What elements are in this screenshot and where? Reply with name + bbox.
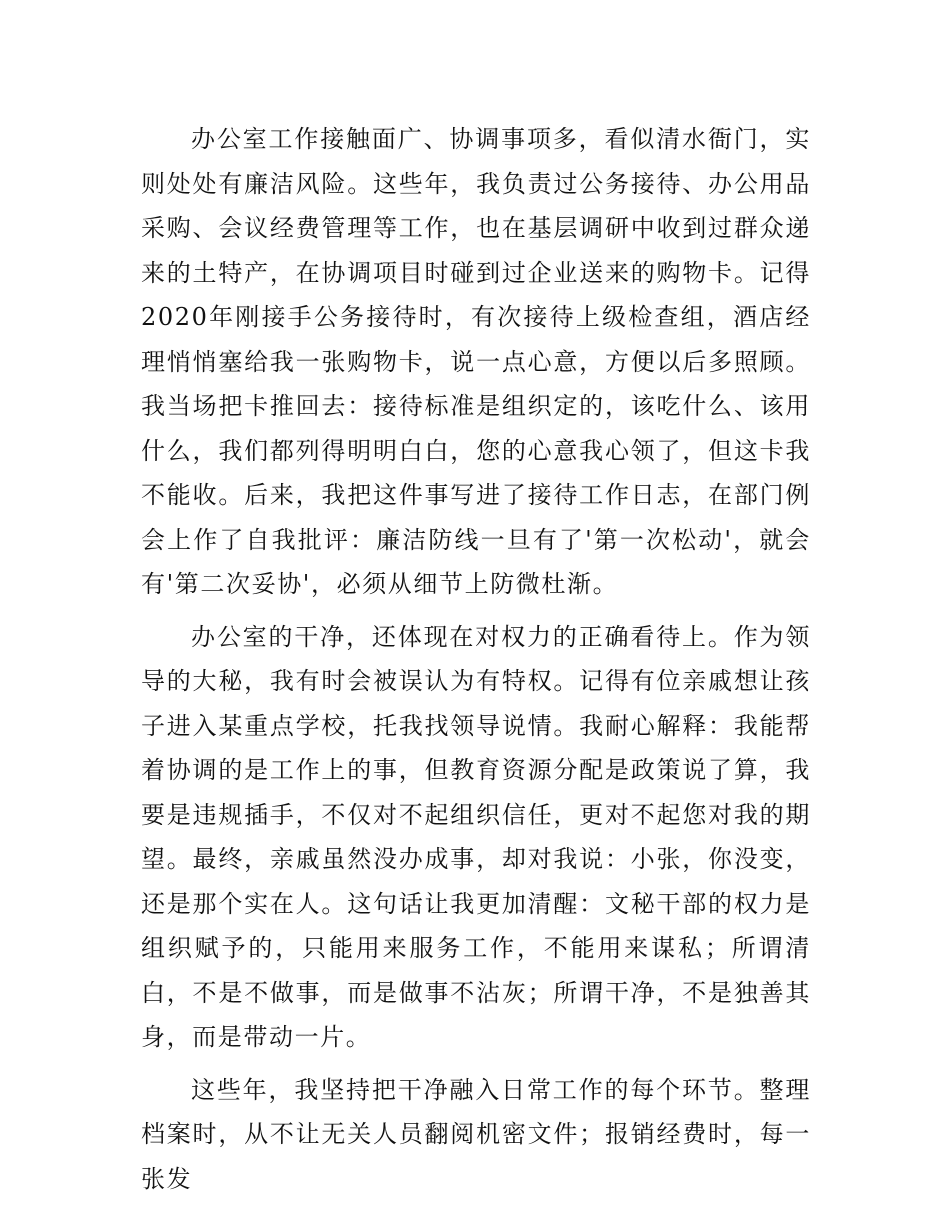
document-body (141, 117, 811, 1209)
paragraph-1: 办公室工作接触面广、协调事项多，看似清水衙门，实则处处有廉洁风险。这些年，我负责过公务接待、办公用品采购、会议经费管理等工作，也在基层调研中收到过群众递来的土特产，在协调项目时碰到过企业送来的购物卡。记得2020年刚接手公务接待时，有次接待上级检查组，酒店经理悄悄塞给我一张购物卡，说一点心意，方便以后多照顾。我当场把卡推回去：接待标准是组织定的，该吃什么、该用什么，我们都列得明明白白，您的心意我心领了，但这卡我不能收。后来，我把这件事写进了接待工作日志，在部门例会上作了自我批评：廉洁防线一旦有了'第一次松动'，就会有'第二次妥协'，必须从细节上防微杜渐。 (141, 125, 811, 598)
paragraph-3: 这些年，我坚持把干净融入日常工作的每个环节。整理档案时，从不让无关人员翻阅机密文件；报销经费时，每一张发 (141, 1075, 811, 1193)
paragraph-2: 办公室的干净，还体现在对权力的正确看待上。作为领导的大秘，我有时会被误认为有特权。记得有位亲戚想让孩子进入某重点学校，托我找领导说情。我耐心解释：我能帮着协调的是工作上的事，但教育资源分配是政策说了算，我要是违规插手，不仅对不起组织信任，更对不起您对我的期望。最终，亲戚虽然没办成事，却对我说：小张，你没变，还是那个实在人。这句话让我更加清醒：文秘干部的权力是组织赋予的，只能用来服务工作，不能用来谋私；所谓清白，不是不做事，而是做事不沾灰；所谓干净，不是独善其身，而是带动一片。 (141, 622, 811, 1051)
